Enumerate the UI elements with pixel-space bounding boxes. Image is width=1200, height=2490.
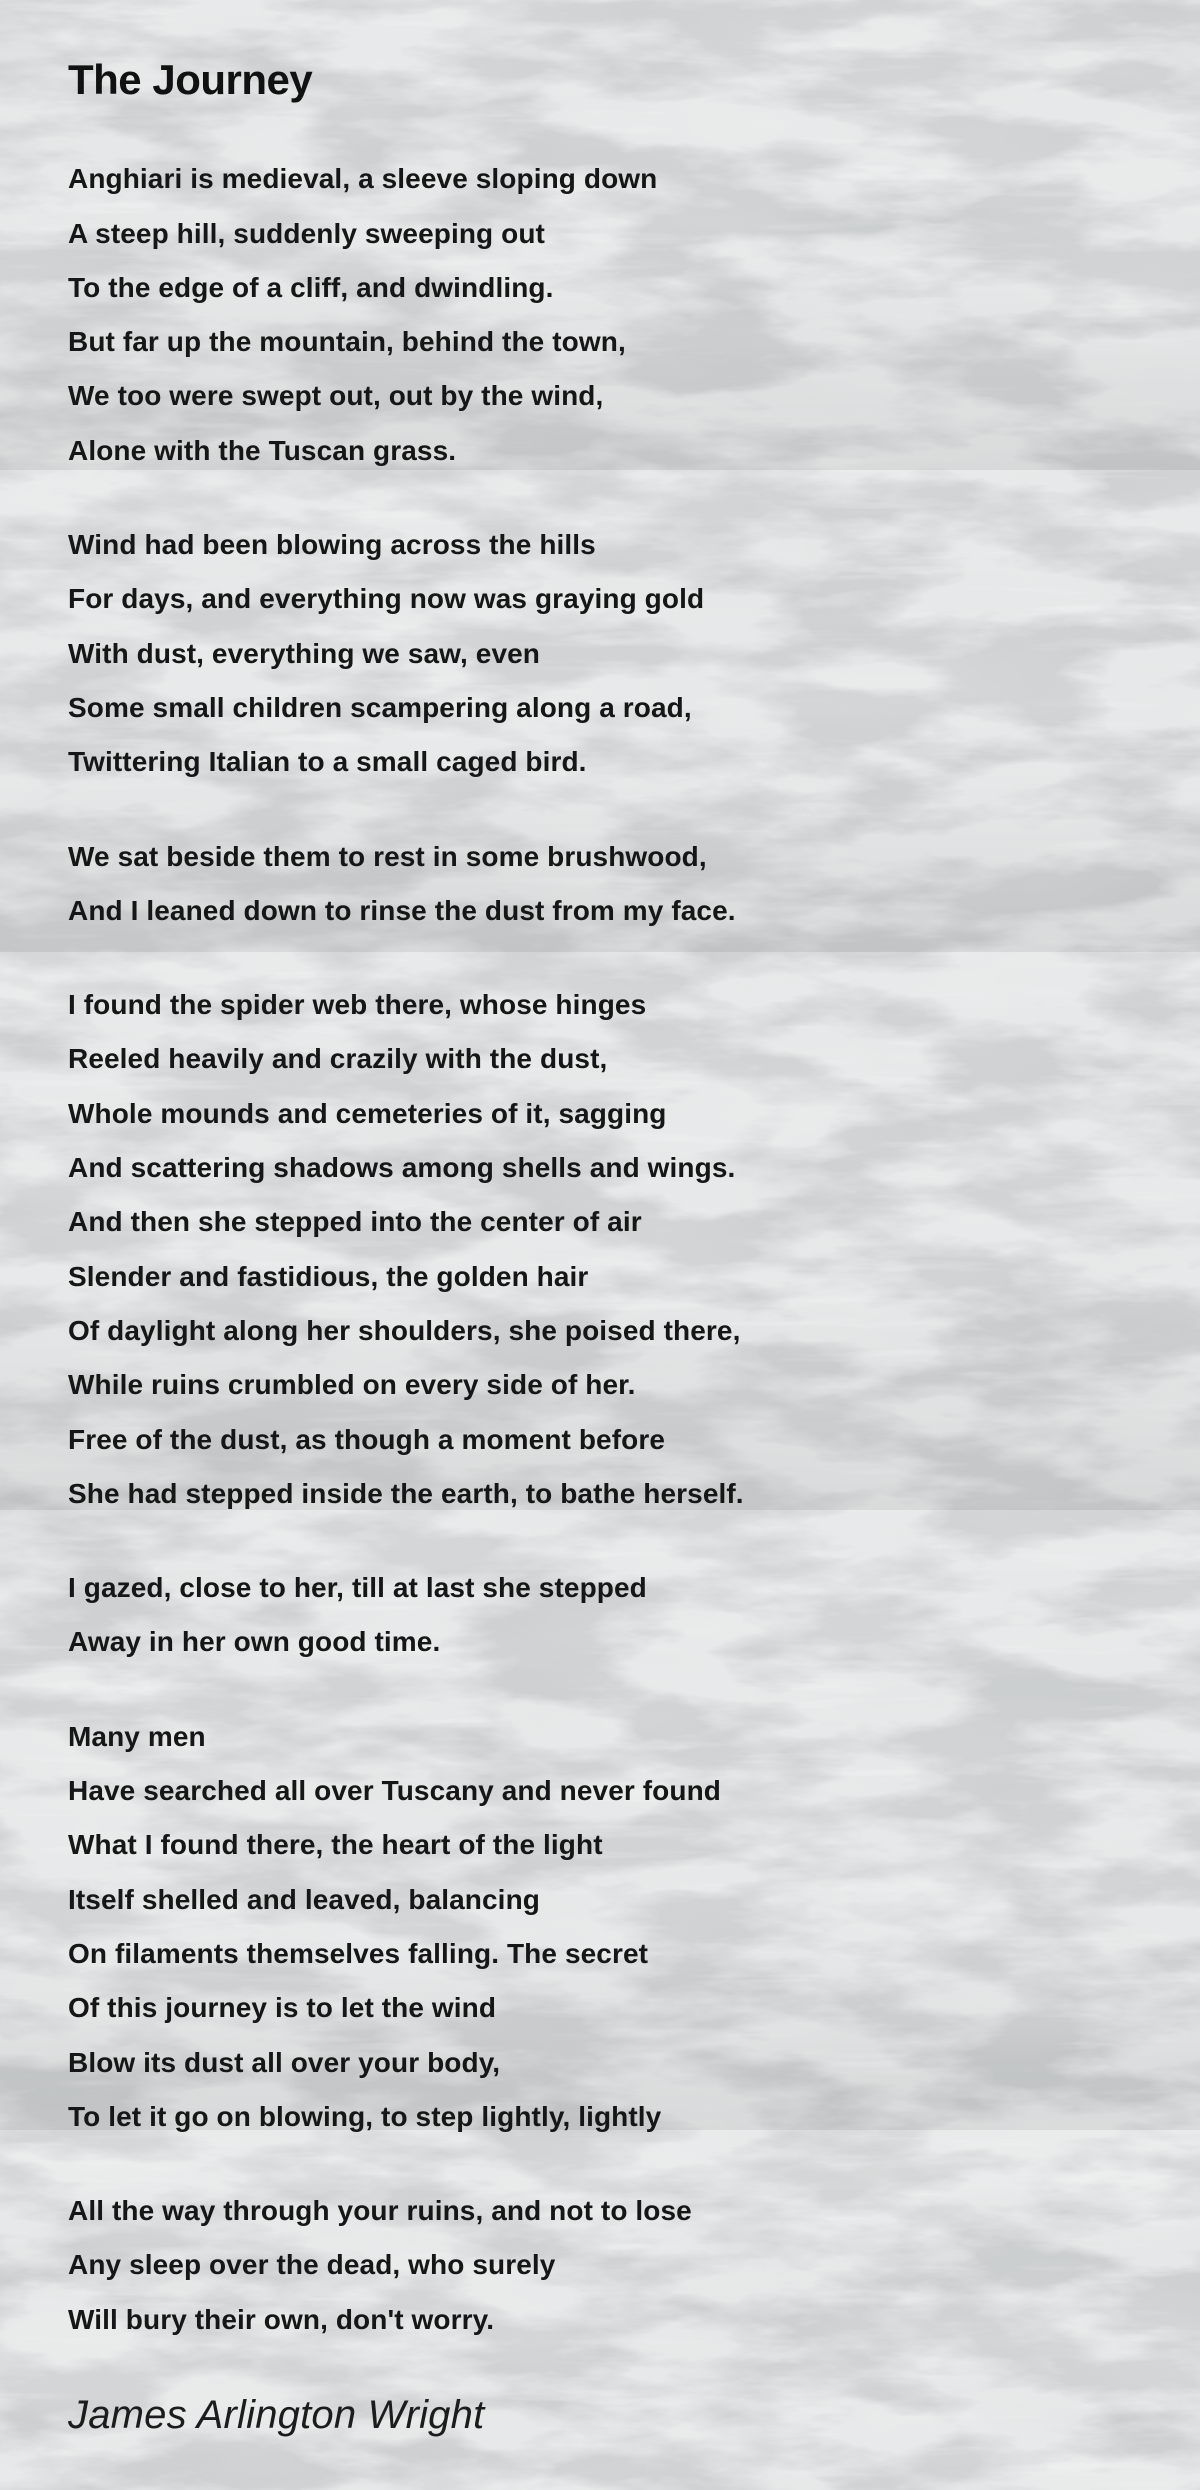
poem-line: Some small children scampering along a road, xyxy=(68,691,692,723)
poem-line: Many men xyxy=(68,1720,206,1752)
poem-line: Of this journey is to let the wind xyxy=(68,1992,497,2024)
stanza xyxy=(68,1710,1160,2144)
poem-line: Alone with the Tuscan grass. xyxy=(68,434,457,466)
poem-line: Will bury their own, don't worry. xyxy=(68,2303,495,2335)
poem-line: Reeled heavily and crazily with the dust, xyxy=(68,1043,608,1075)
poem-line: Have searched all over Tuscany and never found xyxy=(68,1775,721,1807)
poem-line: Wind had been blowing across the hills xyxy=(68,529,596,561)
poem-line: Of daylight along her shoulders, she poised there, xyxy=(68,1314,741,1346)
poem-line: Blow its dust all over your body, xyxy=(68,2046,501,2078)
poem-line: But far up the mountain, behind the town, xyxy=(68,326,626,358)
poem-line: To let it go on blowing, to step lightly, lightly xyxy=(68,2100,662,2132)
stanza xyxy=(68,978,1160,1521)
poem-line: What I found there, the heart of the light xyxy=(68,1829,603,1861)
poem-line: Twittering Italian to a small caged bird. xyxy=(68,746,587,778)
poem-author: James Arlington Wright xyxy=(68,2392,485,2437)
poem-line: I gazed, close to her, till at last she stepped xyxy=(68,1572,647,1604)
poem-line: For days, and everything now was graying gold xyxy=(68,583,705,615)
poem-line: We sat beside them to rest in some brushwood, xyxy=(68,840,707,872)
poem-line: Free of the dust, as though a moment before xyxy=(68,1423,666,1455)
poem-line: And scattering shadows among shells and wings. xyxy=(68,1152,736,1184)
stanza xyxy=(68,152,1160,478)
poem-line: With dust, everything we saw, even xyxy=(68,637,541,669)
poem-line: All the way through your ruins, and not to lose xyxy=(68,2195,692,2227)
stanza xyxy=(68,1561,1160,1670)
poem-line: Any sleep over the dead, who surely xyxy=(68,2249,556,2281)
poem-line: She had stepped inside the earth, to bathe herself. xyxy=(68,1477,744,1509)
poem-title: The Journey xyxy=(68,56,313,103)
poem-line: On filaments themselves falling. The secret xyxy=(68,1937,649,1969)
poem-line: Itself shelled and leaved, balancing xyxy=(68,1883,540,1915)
poem-line: A steep hill, suddenly sweeping out xyxy=(68,217,545,249)
poem-line: Whole mounds and cemeteries of it, sagging xyxy=(68,1097,667,1129)
poem-line: Slender and fastidious, the golden hair xyxy=(68,1260,589,1292)
stanza xyxy=(68,518,1160,789)
poem-line: And then she stepped into the center of air xyxy=(68,1206,642,1238)
poem-line: I found the spider web there, whose hinges xyxy=(68,989,647,1021)
poem-stanzas xyxy=(68,152,1160,2347)
poem-line: While ruins crumbled on every side of her. xyxy=(68,1369,636,1401)
poem-line: To the edge of a cliff, and dwindling. xyxy=(68,271,554,303)
poem-line: We too were swept out, out by the wind, xyxy=(68,380,604,412)
stanza xyxy=(68,830,1160,939)
poem-line: Anghiari is medieval, a sleeve sloping down xyxy=(68,163,658,195)
poem-line: Away in her own good time. xyxy=(68,1626,441,1658)
stanza xyxy=(68,2184,1160,2347)
poem-line: And I leaned down to rinse the dust from my face. xyxy=(68,894,736,926)
